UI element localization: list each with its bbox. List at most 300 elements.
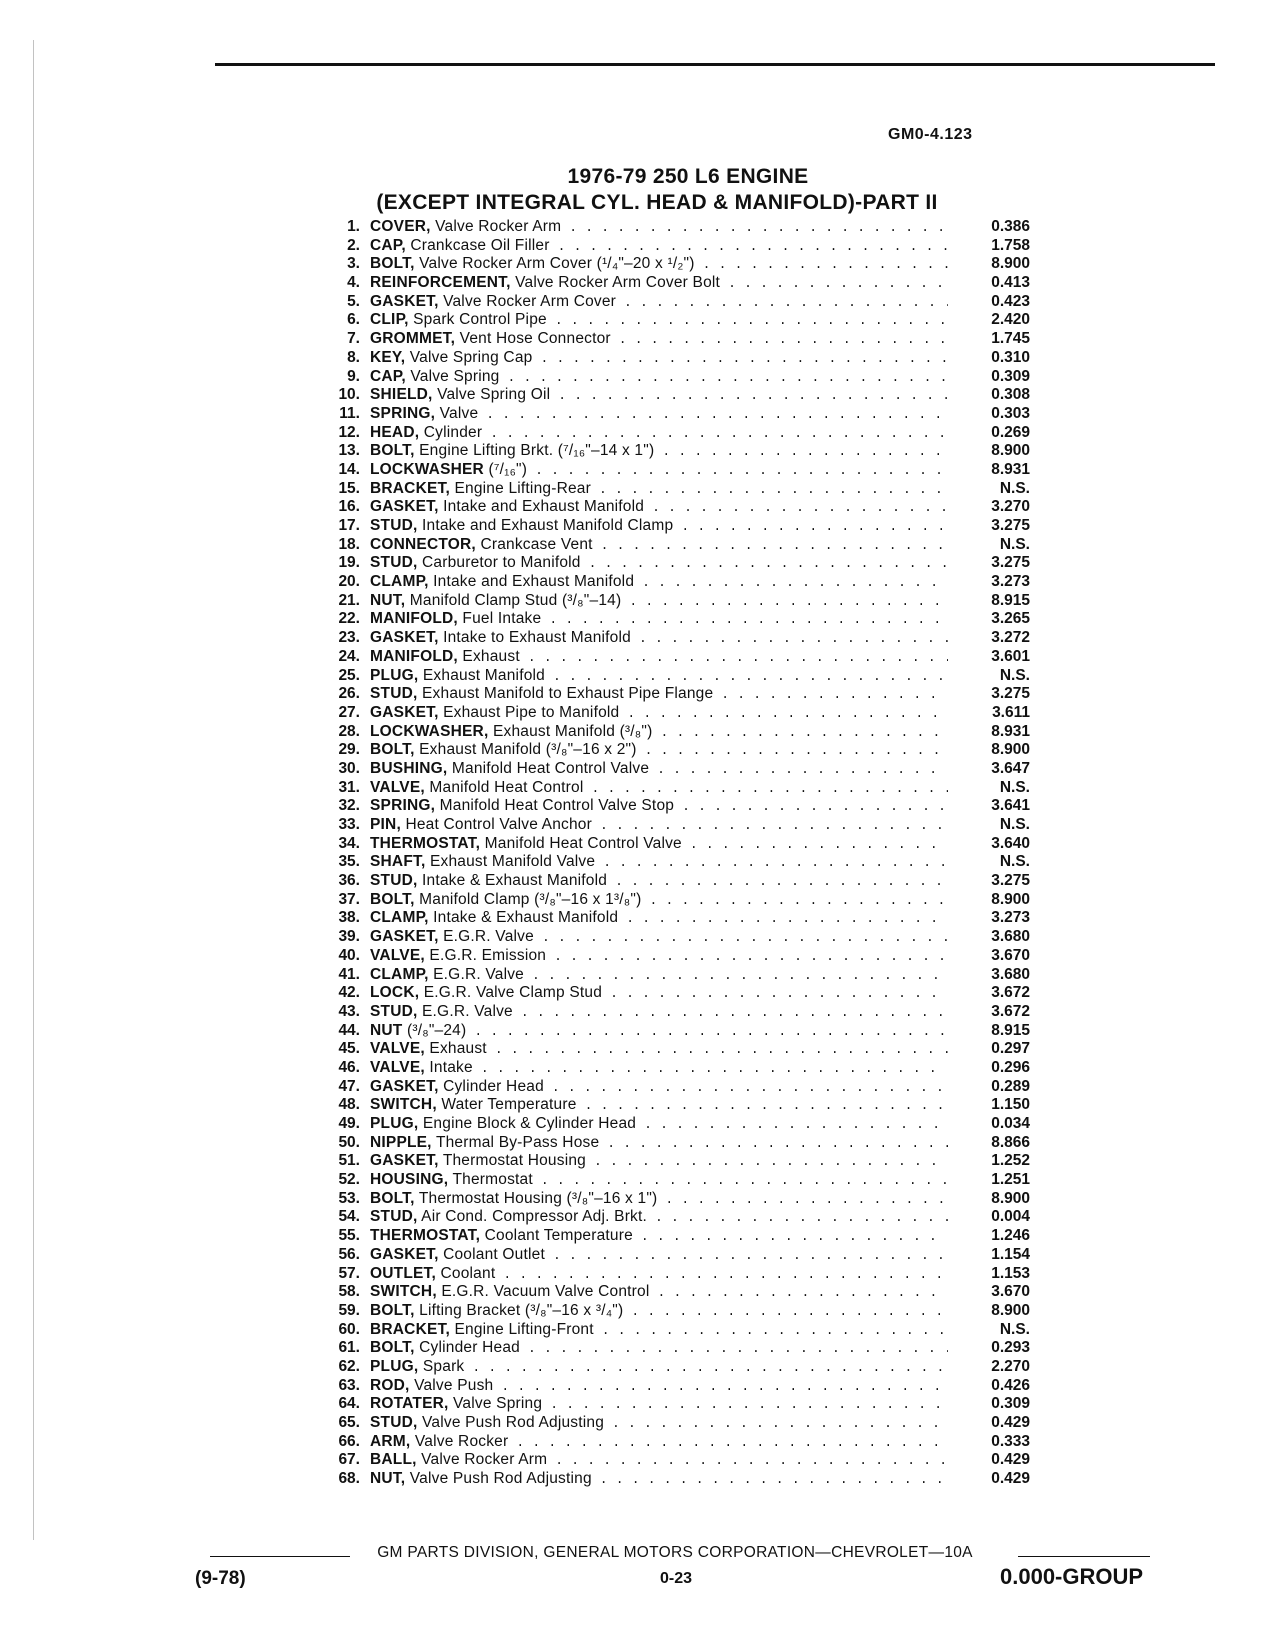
part-name: PLUG,: [370, 1115, 419, 1132]
part-detail: Valve Push Rod Adjusting: [409, 1470, 592, 1488]
part-group-number: 0.296: [991, 1058, 1030, 1076]
part-description: [370, 1302, 948, 1322]
part-number: 39.: [338, 928, 360, 946]
part-number: 11.: [339, 404, 360, 422]
part-group-number: 3.275: [991, 554, 1030, 572]
part-row: [318, 947, 1068, 966]
part-name: BOLT,: [370, 1301, 415, 1319]
part-row: [318, 797, 1068, 816]
part-name: PLUG,: [370, 1357, 419, 1375]
part-row: [318, 853, 1068, 872]
part-row: [318, 1246, 1068, 1265]
footer-publisher: GM PARTS DIVISION, GENERAL MOTORS CORPORATION—CHEVROLET—10A: [377, 1544, 973, 1561]
part-row: [318, 405, 1068, 424]
part-detail: E.G.R. Valve: [443, 928, 534, 946]
part-number: 55.: [338, 1227, 360, 1245]
part-detail: E.G.R. Emission: [429, 946, 547, 964]
part-number: 57.: [338, 1264, 360, 1282]
part-row: [318, 1096, 1068, 1115]
part-detail: Engine Lifting-Rear: [454, 479, 591, 497]
part-number: 26.: [338, 685, 360, 703]
part-number: 15.: [338, 479, 360, 497]
part-number: 3.: [347, 255, 360, 273]
part-detail: Manifold Clamp Stud (³/₈"–14): [409, 591, 622, 609]
part-detail: E.G.R. Valve: [433, 965, 524, 983]
part-description: [370, 1246, 948, 1266]
part-row: [318, 872, 1068, 891]
part-description: [370, 1283, 948, 1303]
part-name: VALVE,: [370, 1040, 425, 1058]
part-number: 64.: [338, 1395, 360, 1413]
part-group-number: 1.745: [991, 330, 1030, 348]
part-group-number: 8.931: [991, 722, 1030, 740]
part-group-number: 0.309: [991, 367, 1030, 385]
part-description: [370, 1414, 948, 1434]
part-detail: Lifting Bracket (³/₈"–16 x ³/₄"): [419, 1301, 624, 1319]
part-row: [318, 1433, 1068, 1452]
part-row: [318, 386, 1068, 405]
part-row: [318, 1040, 1068, 1059]
part-detail: Crankcase Oil Filler: [410, 236, 550, 254]
part-detail: Intake to Exhaust Manifold: [443, 629, 631, 647]
part-group-number: 3.272: [991, 629, 1030, 647]
part-description: [370, 274, 948, 294]
part-name: ARM,: [370, 1432, 411, 1450]
part-number: 21.: [338, 591, 360, 609]
part-description: [370, 1339, 948, 1359]
part-group-number: 3.273: [991, 909, 1030, 927]
part-row: [318, 1358, 1068, 1377]
part-row: [318, 685, 1068, 704]
part-name: LOCK,: [370, 984, 420, 1002]
part-description: [370, 1040, 948, 1060]
part-detail: Thermostat Housing (³/₈"–16 x 1"): [418, 1189, 658, 1207]
part-name: SWITCH,: [370, 1283, 437, 1301]
part-name: BOLT,: [370, 890, 415, 908]
part-number: 4.: [347, 274, 360, 292]
part-description: [370, 947, 948, 967]
part-detail: Exhaust Manifold: [422, 666, 545, 684]
part-name: BOLT,: [370, 1189, 415, 1207]
part-name: GASKET,: [370, 1077, 439, 1095]
part-group-number: N.S.: [999, 816, 1030, 833]
part-group-number: 3.680: [991, 928, 1030, 946]
part-row: [318, 1339, 1068, 1358]
catalog-code: GM0-4.123: [888, 126, 973, 143]
part-detail: Coolant Outlet: [443, 1245, 545, 1263]
part-group-number: 3.275: [991, 872, 1030, 890]
part-detail: Thermostat Housing: [442, 1152, 586, 1170]
part-name: STUD,: [370, 685, 418, 703]
part-name: REINFORCEMENT,: [370, 274, 511, 292]
part-name: NUT,: [370, 591, 406, 609]
part-name: SHIELD,: [370, 386, 433, 404]
footer-group: 0.000-GROUP: [1000, 1564, 1144, 1589]
part-group-number: N.S.: [999, 778, 1030, 796]
part-name: GASKET,: [370, 703, 439, 721]
part-detail: Engine Lifting-Front: [454, 1320, 594, 1338]
part-group-number: 1.154: [991, 1245, 1030, 1263]
part-row: [318, 760, 1068, 779]
part-detail: Cylinder Head: [419, 1339, 520, 1357]
part-number: 20.: [338, 573, 360, 591]
part-name: NUT,: [370, 1470, 406, 1488]
part-description: [370, 311, 948, 331]
part-description: [370, 554, 948, 574]
part-group-number: 3.601: [991, 647, 1030, 665]
part-name: VALVE,: [370, 1058, 425, 1076]
part-description: [370, 1377, 948, 1397]
part-number: 51.: [338, 1152, 360, 1170]
part-description: [370, 330, 948, 350]
parts-list: [318, 218, 1068, 1489]
part-number: 66.: [338, 1432, 360, 1450]
part-group-number: 8.915: [991, 591, 1030, 609]
part-name: BOLT,: [370, 1339, 415, 1357]
part-description: [370, 667, 948, 687]
part-name: BUSHING,: [370, 759, 448, 777]
part-group-number: 8.900: [991, 1189, 1030, 1207]
part-name: OUTLET,: [370, 1264, 436, 1282]
part-description: [370, 573, 948, 593]
part-number: 24.: [338, 647, 360, 665]
part-name: MANIFOLD,: [370, 647, 458, 665]
part-number: 46.: [338, 1058, 360, 1076]
part-description: [370, 853, 948, 873]
part-number: 19.: [338, 554, 360, 572]
part-row: [318, 554, 1068, 573]
part-row: [318, 592, 1068, 611]
part-row: [318, 1134, 1068, 1153]
part-row: [318, 517, 1068, 536]
part-detail: Fuel Intake: [462, 610, 542, 628]
part-description: [370, 723, 948, 743]
part-description: [370, 872, 948, 892]
part-number: 67.: [338, 1451, 360, 1469]
part-row: [318, 536, 1068, 555]
part-number: 53.: [338, 1189, 360, 1207]
part-row: [318, 349, 1068, 368]
part-row: [318, 1377, 1068, 1396]
part-detail: Coolant Temperature: [484, 1227, 633, 1245]
part-description: [370, 984, 948, 1004]
part-description: [370, 1171, 948, 1191]
part-row: [318, 1190, 1068, 1209]
part-row: [318, 1470, 1068, 1489]
part-detail: Valve Rocker Arm Cover (¹/₄"–20 x ¹/₂"): [419, 255, 695, 273]
part-row: [318, 1227, 1068, 1246]
part-detail: Intake and Exhaust Manifold: [443, 498, 645, 516]
part-number: 68.: [338, 1470, 360, 1488]
part-group-number: N.S.: [999, 666, 1030, 684]
part-detail: Manifold Heat Control: [429, 778, 584, 796]
part-detail: E.G.R. Valve: [422, 1002, 513, 1020]
part-detail: Exhaust Manifold (³/₈"): [492, 722, 653, 740]
part-description: [370, 1134, 948, 1154]
part-number: 8.: [347, 348, 360, 366]
part-name: STUD,: [370, 1208, 418, 1226]
part-detail: E.G.R. Vacuum Valve Control: [441, 1283, 650, 1301]
part-name: CLAMP,: [370, 909, 429, 927]
part-description: [370, 1451, 948, 1471]
part-description: [370, 1003, 948, 1023]
part-group-number: 1.150: [991, 1096, 1030, 1114]
part-detail: Crankcase Vent: [480, 535, 593, 553]
part-description: [370, 1152, 948, 1172]
part-name: CLAMP,: [370, 573, 429, 591]
part-row: [318, 741, 1068, 760]
part-description: [370, 1470, 948, 1490]
part-row: [318, 667, 1068, 686]
part-detail: Valve Spring Cap: [409, 348, 533, 366]
part-description: [370, 405, 948, 425]
part-name: BOLT,: [370, 741, 415, 759]
part-detail: Exhaust Pipe to Manifold: [443, 703, 620, 721]
part-number: 49.: [338, 1115, 360, 1132]
part-number: 22.: [338, 610, 360, 628]
part-row: [318, 461, 1068, 480]
part-name: BRACKET,: [370, 1320, 450, 1338]
part-name: THERMOSTAT,: [370, 834, 481, 852]
part-detail: (⁷/₁₆"): [488, 460, 528, 478]
part-description: [370, 704, 948, 724]
part-detail: Vent Hose Connector: [459, 330, 611, 348]
part-row: [318, 330, 1068, 349]
part-row: [318, 1414, 1068, 1433]
part-detail: Coolant: [440, 1264, 496, 1282]
part-number: 27.: [338, 703, 360, 721]
part-row: [318, 610, 1068, 629]
part-description: [370, 368, 948, 388]
part-group-number: 3.640: [991, 834, 1030, 852]
part-row: [318, 1115, 1068, 1134]
part-description: [370, 648, 948, 668]
page-subtitle: (EXCEPT INTEGRAL CYL. HEAD & MANIFOLD)-PART II: [376, 191, 938, 214]
part-group-number: 0.413: [991, 274, 1030, 292]
part-number: 29.: [338, 741, 360, 759]
part-number: 36.: [338, 872, 360, 890]
part-description: [370, 1190, 948, 1210]
part-row: [318, 648, 1068, 667]
part-detail: Manifold Heat Control Valve: [484, 834, 682, 852]
part-group-number: 3.641: [991, 797, 1030, 815]
part-description: [370, 255, 948, 275]
part-name: BOLT,: [370, 255, 415, 273]
part-description: [370, 816, 948, 836]
part-name: PIN,: [370, 816, 401, 833]
part-group-number: N.S.: [999, 853, 1030, 871]
part-description: [370, 1265, 948, 1285]
part-description: [370, 1115, 948, 1135]
part-number: 10.: [338, 386, 360, 404]
part-row: [318, 368, 1068, 387]
part-group-number: 1.758: [991, 236, 1030, 254]
part-number: 54.: [338, 1208, 360, 1226]
part-description: [370, 1059, 948, 1079]
part-description: [370, 741, 948, 761]
part-name: CAP,: [370, 236, 406, 254]
part-name: THERMOSTAT,: [370, 1227, 481, 1245]
part-group-number: 0.429: [991, 1470, 1030, 1488]
part-group-number: N.S.: [999, 1320, 1030, 1338]
part-row: [318, 237, 1068, 256]
part-number: 18.: [338, 535, 360, 553]
part-name: SPRING,: [370, 404, 436, 422]
part-detail: Engine Block & Cylinder Head: [422, 1115, 637, 1132]
part-group-number: 0.426: [991, 1376, 1030, 1394]
part-number: 9.: [347, 367, 360, 385]
part-row: [318, 573, 1068, 592]
part-description: [370, 835, 948, 855]
part-number: 48.: [338, 1096, 360, 1114]
part-name: STUD,: [370, 554, 418, 572]
part-description: [370, 909, 948, 929]
part-name: GASKET,: [370, 1245, 439, 1263]
part-group-number: 1.153: [991, 1264, 1030, 1282]
part-description: [370, 592, 948, 612]
part-group-number: 0.386: [991, 218, 1030, 235]
part-row: [318, 891, 1068, 910]
part-detail: (³/₈"–24): [406, 1021, 467, 1039]
part-name: SPRING,: [370, 797, 436, 815]
part-detail: Exhaust Manifold (³/₈"–16 x 2"): [419, 741, 637, 759]
part-detail: Carburetor to Manifold: [422, 554, 581, 572]
part-group-number: 8.915: [991, 1021, 1030, 1039]
part-group-number: 3.275: [991, 517, 1030, 534]
part-name: GASKET,: [370, 292, 439, 310]
part-number: 12.: [338, 423, 360, 441]
part-detail: Valve Rocker: [414, 1432, 509, 1450]
part-row: [318, 1265, 1068, 1284]
part-name: VALVE,: [370, 778, 425, 796]
part-number: 33.: [338, 816, 360, 833]
part-row: [318, 1283, 1068, 1302]
part-number: 34.: [338, 834, 360, 852]
part-number: 40.: [338, 946, 360, 964]
part-row: [318, 723, 1068, 742]
part-group-number: 3.672: [991, 984, 1030, 1002]
part-number: 41.: [338, 965, 360, 983]
part-description: [370, 779, 948, 799]
part-detail: Spark: [422, 1357, 465, 1375]
part-name: GASKET,: [370, 498, 439, 516]
part-number: 42.: [338, 984, 360, 1002]
part-group-number: 3.647: [991, 759, 1030, 777]
part-name: NIPPLE,: [370, 1133, 432, 1151]
part-group-number: 3.611: [992, 703, 1030, 721]
part-name: BALL,: [370, 1451, 417, 1469]
part-description: [370, 1227, 948, 1247]
part-group-number: 0.309: [991, 1395, 1030, 1413]
footer-date: (9-78): [195, 1568, 246, 1589]
part-name: STUD,: [370, 872, 418, 890]
part-group-number: 0.269: [991, 423, 1030, 441]
binding-margin-line: [33, 40, 34, 1540]
part-row: [318, 1003, 1068, 1022]
part-number: 14.: [338, 460, 360, 478]
part-name: CLAMP,: [370, 965, 429, 983]
part-number: 35.: [338, 853, 360, 871]
part-group-number: 0.333: [991, 1432, 1030, 1450]
part-number: 65.: [338, 1414, 360, 1431]
part-group-number: 2.420: [991, 311, 1030, 329]
part-description: [370, 685, 948, 705]
part-detail: Valve Rocker Arm: [435, 218, 562, 235]
part-group-number: 0.293: [991, 1339, 1030, 1357]
part-detail: Exhaust Manifold to Exhaust Pipe Flange: [422, 685, 714, 703]
part-number: 17.: [338, 517, 360, 534]
part-description: [370, 610, 948, 630]
part-group-number: N.S.: [999, 535, 1030, 553]
part-number: 58.: [338, 1283, 360, 1301]
part-row: [318, 816, 1068, 835]
part-detail: Manifold Clamp (³/₈"–16 x 1³/₈"): [419, 890, 642, 908]
part-detail: Intake and Exhaust Manifold: [433, 573, 635, 591]
part-number: 59.: [338, 1301, 360, 1319]
part-description: [370, 928, 948, 948]
part-name: LOCKWASHER,: [370, 722, 489, 740]
part-name: CAP,: [370, 367, 406, 385]
part-number: 6.: [347, 311, 360, 329]
part-detail: Manifold Heat Control Valve: [451, 759, 650, 777]
part-number: 30.: [338, 759, 360, 777]
part-detail: Water Temperature: [441, 1096, 577, 1114]
part-description: [370, 629, 948, 649]
part-name: STUD,: [370, 1414, 418, 1431]
part-group-number: 1.252: [991, 1152, 1030, 1170]
page-title: 1976-79 250 L6 ENGINE: [567, 165, 809, 188]
part-description: [370, 386, 948, 406]
part-number: 16.: [338, 498, 360, 516]
part-group-number: 0.297: [991, 1040, 1030, 1058]
part-number: 43.: [338, 1002, 360, 1020]
part-number: 50.: [338, 1133, 360, 1151]
part-group-number: 0.429: [991, 1414, 1030, 1431]
part-description: [370, 517, 948, 537]
part-description: [370, 1078, 948, 1098]
part-number: 32.: [338, 797, 360, 815]
part-row: [318, 1302, 1068, 1321]
part-name: NUT: [370, 1021, 403, 1039]
part-group-number: 1.246: [991, 1227, 1030, 1245]
part-group-number: 0.004: [991, 1208, 1030, 1226]
part-row: [318, 1208, 1068, 1227]
part-number: 7.: [347, 330, 360, 348]
part-name: CLIP,: [370, 311, 409, 329]
part-name: LOCKWASHER: [370, 460, 484, 478]
part-row: [318, 1078, 1068, 1097]
part-group-number: 1.251: [991, 1171, 1030, 1189]
part-name: SWITCH,: [370, 1096, 437, 1114]
part-description: [370, 1395, 948, 1415]
part-number: 1.: [347, 218, 360, 235]
part-detail: Manifold Heat Control Valve Stop: [439, 797, 675, 815]
part-number: 28.: [338, 722, 360, 740]
part-number: 60.: [338, 1320, 360, 1338]
part-description: [370, 1096, 948, 1116]
part-detail: Valve Push: [414, 1376, 494, 1394]
part-description: [370, 760, 948, 780]
part-row: [318, 835, 1068, 854]
part-group-number: 3.680: [991, 965, 1030, 983]
part-detail: Valve Rocker Arm: [421, 1451, 548, 1469]
part-detail: Valve Rocker Arm Cover Bolt: [515, 274, 721, 292]
part-row: [318, 424, 1068, 443]
part-detail: Valve Spring: [453, 1395, 543, 1413]
part-row: [318, 255, 1068, 274]
part-group-number: 0.308: [991, 386, 1030, 404]
part-name: PLUG,: [370, 666, 419, 684]
